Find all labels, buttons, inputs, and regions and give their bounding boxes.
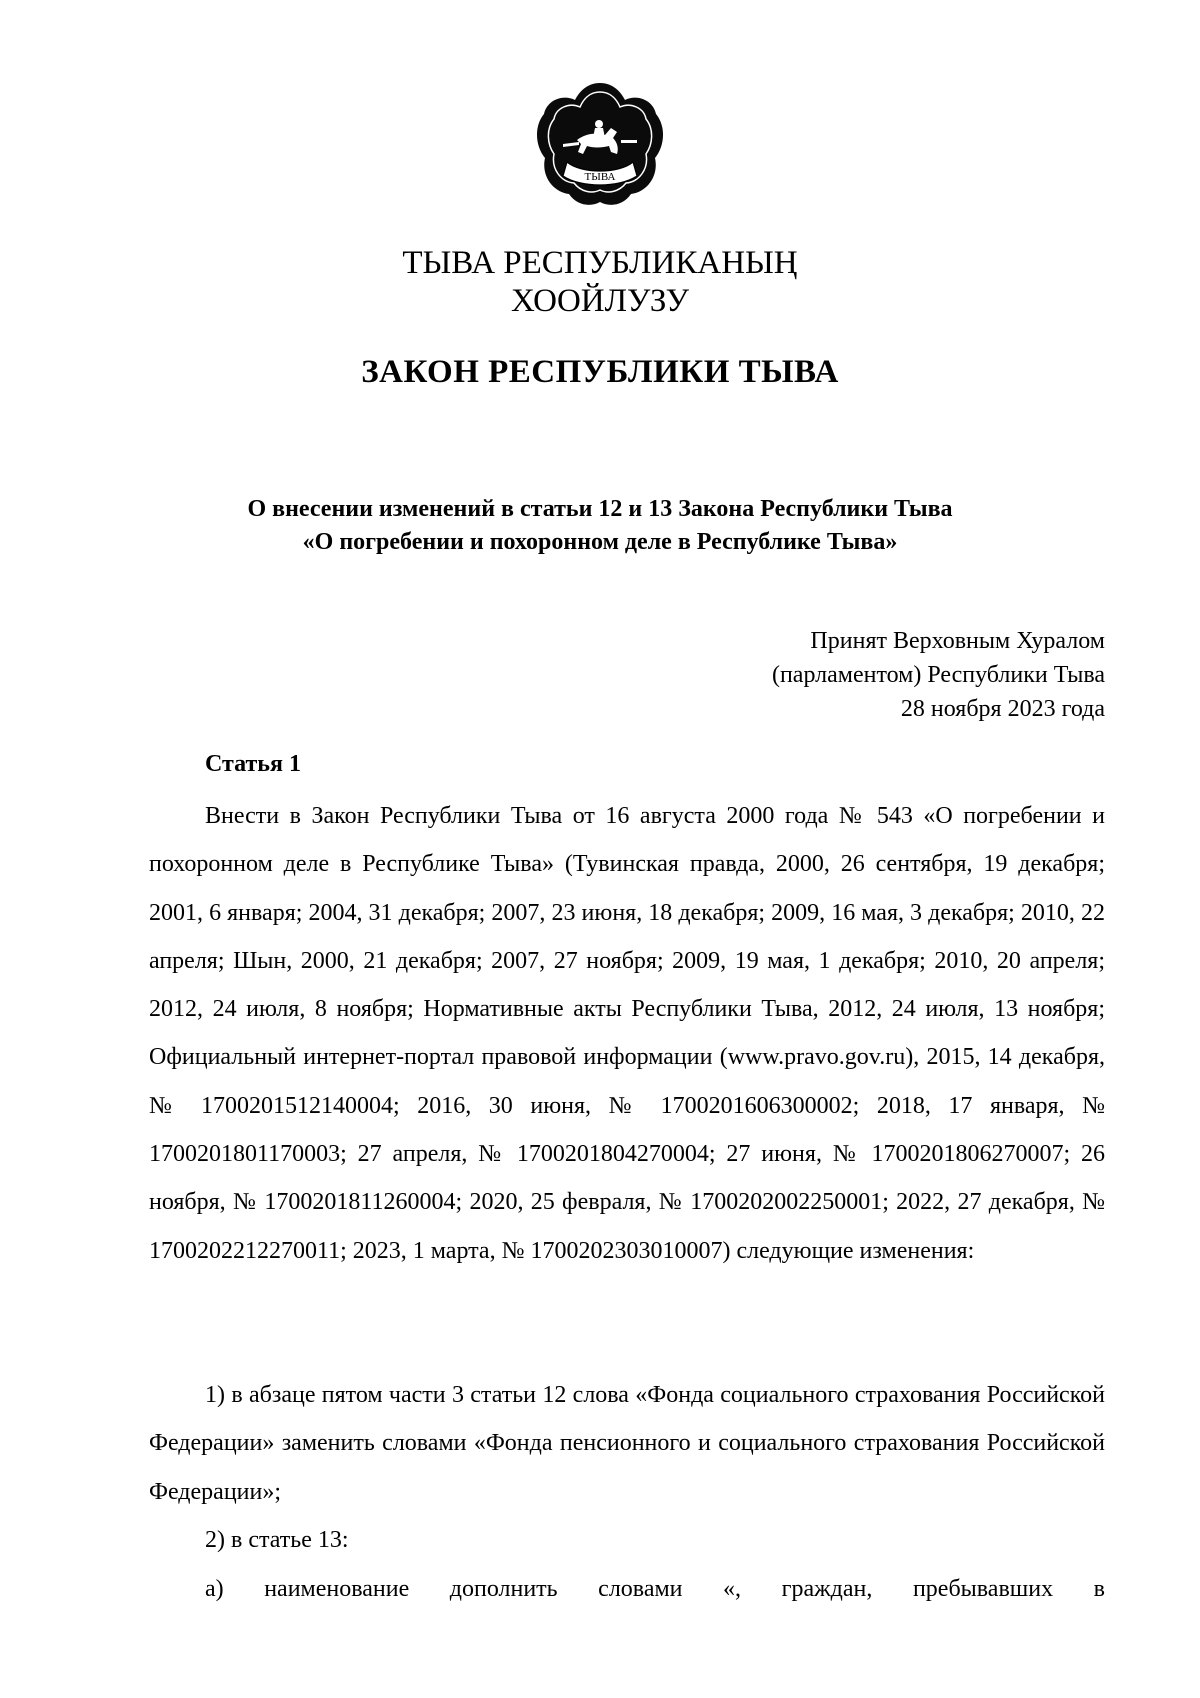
law-heading-line1: О внесении изменений в статьи 12 и 13 Закона Республики Тыва [247, 496, 953, 522]
law-heading [0, 493, 1200, 559]
law-title-tuvan [0, 244, 1200, 320]
law-title-tuvan-line2: ХООЙЛУЗУ [510, 283, 690, 319]
article-paragraph: Внести в Закон Республики Тыва от 16 августа 2000 года № 543 «О погребении и похоронном деле в Республике Тыва» (Тувинская правда, 2000, 26 сентября, 19 декабря; 2001, 6 января; 2004, 31 декабря; 2007, 23 июня, 18 декабря; 2009, 16 мая, 3 декабря; 2010, 22 апреля; Шын, 2000, 21 декабря; 2007, 27 ноября; 2009, 19 мая, 1 декабря; 2010, 20 апреля; 2012, 24 июля, 8 ноября; Нормативные акты Республики Тыва, 2012, 24 июля, 13 ноября; Официальный интернет-портал правовой информации (www.pravo.gov.ru), 2015, 14 декабря, № 1700201512140004; 2016, 30 июня, № 1700201606300002; 2018, 17 января, № 1700201801170003; 27 апреля, № 1700201804270004; 27 июня, № 1700201806270007; 26 ноября, № 1700201811260004; 2020, 25 февраля, № 1700202002250001; 2022, 27 декабря, № 1700202212270011; 2023, 1 марта, № 1700202303010007) следующие изменения: [149, 803, 1105, 1264]
article-title: Статья 1 [205, 751, 301, 777]
law-heading-line2: «О погребении и похоронном деле в Республике Тыва» [302, 529, 898, 555]
article-paragraph: 1) в абзаце пятом части 3 статьи 12 слова «Фонда социального страхования Российской Федерации» заменить словами «Фонда пенсионного и социального страхования Российской Федерации»; [149, 1382, 1105, 1505]
article-paragraph: а) наименование дополнить словами «, граждан, пребывавших в [205, 1576, 1105, 1602]
law-title-russian: ЗАКОН РЕСПУБЛИКИ ТЫВА [361, 354, 839, 390]
article-paragraph: 2) в статье 13: [205, 1527, 349, 1553]
adoption-line2: (парламентом) Республики Тыва [771, 662, 1105, 688]
adoption-note [772, 624, 1105, 726]
emblem-caption: ТЫВА [584, 171, 616, 183]
tuva-emblem [533, 80, 667, 208]
adoption-line1: Принят Верховным Хуралом [810, 628, 1105, 654]
law-title-tuvan-line1: ТЫВА РЕСПУБЛИКАНЫҢ [402, 245, 798, 281]
adoption-date: 28 ноября 2023 года [900, 696, 1105, 722]
